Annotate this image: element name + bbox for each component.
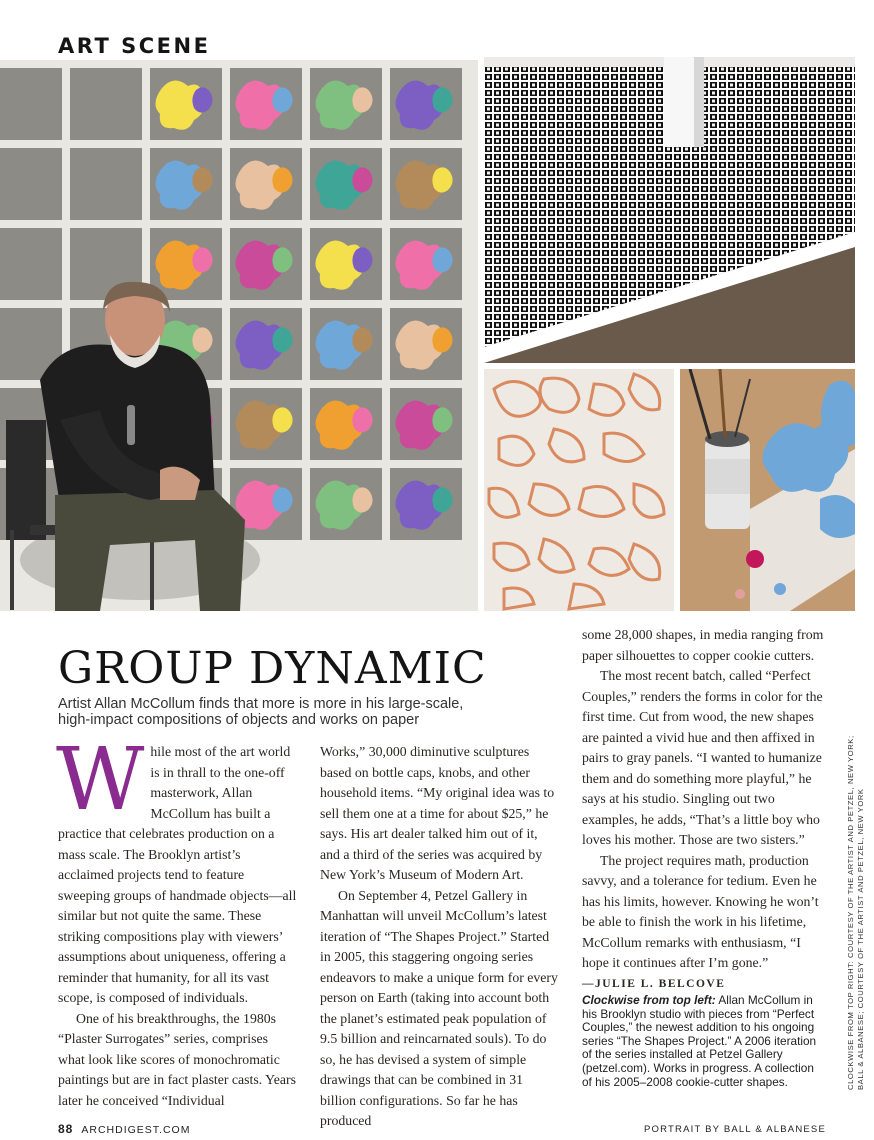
folio: [58, 1122, 190, 1136]
portrait-credit: PORTRAIT BY BALL & ALBANESE: [643, 1124, 826, 1135]
credit-line: BALL & ALBANESE; COURTESY OF THE ARTIST AND PETZEL, NEW YORK: [856, 788, 865, 1090]
photo-caption: [582, 994, 822, 1089]
page-number: 88: [58, 1122, 74, 1136]
caption-text: Allan McCollum in his Brooklyn studio with pieces from “Perfect Couples,” the newest addition to his ongoing series “The Shapes Project.” A 2006 iteration of the series installed at Petzel Gallery (petzel.com). Works in progress. A collection of his 2005–2008 cookie-cutter shapes.: [582, 993, 817, 1089]
photo-gallery-installation: [484, 57, 855, 363]
body-column-3: [582, 625, 830, 994]
paragraph: On September 4, Petzel Gallery in Manhattan will unveil McCollum’s latest iteration of “The Shapes Project.” Started in 2005, this staggering ongoing series endeavors to make a unique form for every person on Earth (taking into account both the planet’s estimated peak population of 9.5 billion and reincarnated souls). To do so, he has devised a system of simple drawings that can be combined in 31 billion configurations. So far he has produced: [320, 887, 558, 1128]
caption-lead: Clockwise from top left:: [582, 993, 716, 1007]
paragraph: some 28,000 shapes, in media ranging from paper silhouettes to copper cookie cutters.: [582, 627, 824, 663]
dek: Artist Allan McCollum finds that more is more in his large-scale, high-impact compositions of objects and works on paper: [58, 696, 464, 728]
paragraph: One of his breakthroughs, the 1980s “Plaster Surrogates” series, comprises what look like scores of monochromatic paintings but are in fact plaster casts. Years later he conceived “Individual: [58, 1010, 296, 1108]
paragraph: The project requires math, production savvy, and a tolerance for tedium. Even he has his limits, however. Knowing he won’t be able to finish the work in his lifetime, McCollum remarks with enthusiasm, “I hope it continues after I’m gone.”: [582, 852, 819, 970]
drop-cap: W: [56, 730, 145, 830]
author-signature: —JULIE L. BELCOVE: [582, 977, 726, 990]
credit-line: CLOCKWISE FROM TOP RIGHT: COURTESY OF THE ARTIST AND PETZEL, NEW YORK;: [846, 735, 855, 1090]
photo-works-in-progress: [680, 369, 855, 611]
site-name: ARCHDIGEST.COM: [81, 1124, 191, 1136]
body-column-1: [56, 730, 298, 1111]
paragraph: hile most of the art world is in thrall to the one-off masterwork, Allan McCollum has built a practice that celebrates production on a mass scale. The Brooklyn artist’s acclaimed projects tend to feature sweeping groups of handmade objects—all similar but not quite the same. These striking compositions play with viewers’ assumptions about uniqueness, offering a reminder that humanity, for all its vast scope, is composed of individuals.: [58, 744, 297, 1005]
section-tag: ART SCENE: [58, 34, 211, 58]
photo-cookie-cutters: [484, 369, 674, 611]
paragraph: The most recent batch, called “Perfect Couples,” renders the forms in color for the first time. Cut from wood, the new shapes are painted a vivid hue and then affixed in pairs to gray panels. “I wanted to humanize them and do something more playful,” he says at his studio. Singling out two examples, he adds, “That’s a little boy who loves his mother. Those are two sisters.”: [582, 668, 823, 847]
photo-credits-vertical: [846, 735, 866, 1090]
headline: GROUP DYNAMIC: [58, 643, 487, 694]
body-column-2: [320, 742, 560, 1132]
paragraph: Works,” 30,000 diminutive sculptures based on bottle caps, knobs, and other household items. “My original idea was to sell them one at a time for about $25,” he says. His art dealer talked him out of it, and a third of the series was acquired by New York’s Museum of Modern Art.: [320, 744, 555, 882]
photo-artist-studio: [0, 0, 478, 611]
